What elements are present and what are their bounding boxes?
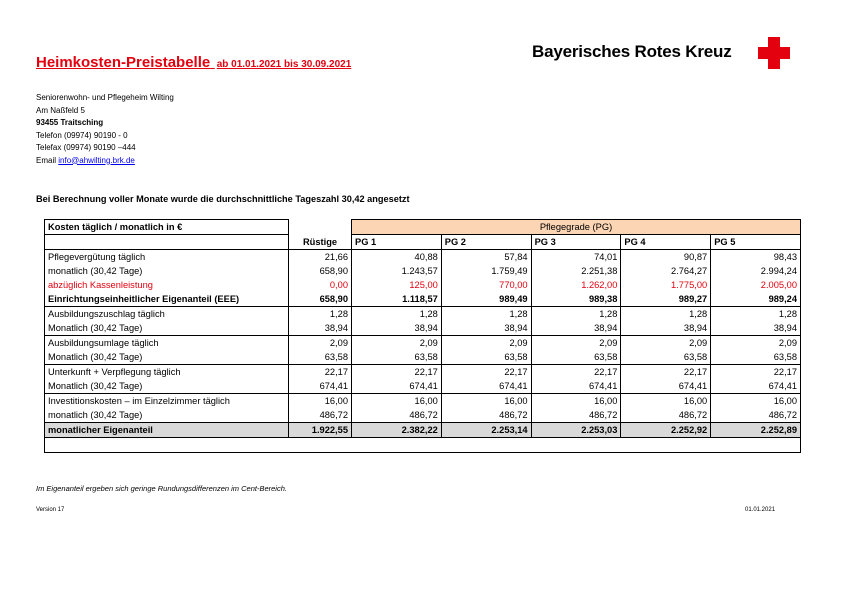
header-spacer xyxy=(289,220,352,235)
table-row xyxy=(45,278,801,292)
table-row xyxy=(45,264,801,278)
email-link[interactable]: info@ahwilting.brk.de xyxy=(58,155,135,165)
value-cell: 989,24 xyxy=(711,292,801,307)
value-cell: 674,41 xyxy=(289,379,352,394)
value-cell: 486,72 xyxy=(711,408,801,423)
value-cell: 63,58 xyxy=(531,350,621,365)
document-title xyxy=(36,54,351,72)
row-label: monatlicher Eigenanteil xyxy=(45,423,289,438)
value-cell: 1,28 xyxy=(441,307,531,322)
value-cell: 38,94 xyxy=(441,321,531,336)
value-cell: 57,84 xyxy=(441,250,531,265)
row-label: Pflegevergütung täglich xyxy=(45,250,289,265)
red-cross-icon xyxy=(758,37,790,69)
value-cell: 1.775,00 xyxy=(621,278,711,292)
row-label: abzüglich Kassenleistung xyxy=(45,278,289,292)
logo-text: Bayerisches Rotes Kreuz xyxy=(532,42,732,61)
value-cell: 22,17 xyxy=(711,365,801,380)
row-label: Monatlich (30,42 Tage) xyxy=(45,350,289,365)
value-cell: 16,00 xyxy=(441,394,531,409)
value-cell: 16,00 xyxy=(352,394,442,409)
value-cell: 2,09 xyxy=(289,336,352,351)
value-cell: 486,72 xyxy=(531,408,621,423)
value-cell: 63,58 xyxy=(711,350,801,365)
value-cell: 22,17 xyxy=(289,365,352,380)
value-cell: 486,72 xyxy=(441,408,531,423)
row-label: monatlich (30,42 Tage) xyxy=(45,408,289,423)
value-cell: 63,58 xyxy=(621,350,711,365)
title-main: Heimkosten-Preistabelle xyxy=(36,54,211,71)
table-row xyxy=(45,350,801,365)
value-cell: 2.252,92 xyxy=(621,423,711,438)
title-validity-period: ab 01.01.2021 bis 30.09.2021 xyxy=(216,59,352,70)
value-cell: 2,09 xyxy=(441,336,531,351)
value-cell: 38,94 xyxy=(531,321,621,336)
value-cell: 2,09 xyxy=(531,336,621,351)
value-cell: 2,09 xyxy=(352,336,442,351)
table-row xyxy=(45,307,801,322)
column-header-row xyxy=(45,235,801,250)
table-header-row xyxy=(45,220,801,235)
value-cell: 1.922,55 xyxy=(289,423,352,438)
value-cell: 22,17 xyxy=(531,365,621,380)
table-row xyxy=(45,394,801,409)
table-row xyxy=(45,379,801,394)
value-cell: 63,58 xyxy=(289,350,352,365)
row-label: Ausbildungszuschlag täglich xyxy=(45,307,289,322)
table-row xyxy=(45,292,801,307)
column-header-pg4: PG 4 xyxy=(621,235,711,250)
value-cell: 674,41 xyxy=(441,379,531,394)
document-date: 01.01.2021 xyxy=(745,507,776,513)
row-label: Unterkunft + Verpflegung täglich xyxy=(45,365,289,380)
column-header-pg5: PG 5 xyxy=(711,235,801,250)
row-label: Ausbildungsumlage täglich xyxy=(45,336,289,351)
row-label: Investitionskosten – im Einzelzimmer täglich xyxy=(45,394,289,409)
value-cell: 40,88 xyxy=(352,250,442,265)
facility-name: Seniorenwohn- und Pflegeheim Wilting xyxy=(36,93,174,102)
value-cell: 16,00 xyxy=(711,394,801,409)
value-cell: 2.764,27 xyxy=(621,264,711,278)
phone: Telefon (09974) 90190 - 0 xyxy=(36,130,128,140)
value-cell: 1.262,00 xyxy=(531,278,621,292)
care-grade-group-header: Pflegegrade (PG) xyxy=(352,220,801,235)
price-table xyxy=(44,219,801,453)
value-cell: 16,00 xyxy=(621,394,711,409)
value-cell: 989,49 xyxy=(441,292,531,307)
value-cell: 22,17 xyxy=(352,365,442,380)
row-label: Monatlich (30,42 Tage) xyxy=(45,379,289,394)
fax: Telefax (09974) 90190 –444 xyxy=(36,143,136,152)
value-cell: 486,72 xyxy=(289,408,352,423)
row-label: Monatlich (30,42 Tage) xyxy=(45,321,289,336)
blank-cell xyxy=(45,438,801,453)
column-header-pg1: PG 1 xyxy=(352,235,442,250)
column-header-pg3: PG 3 xyxy=(531,235,621,250)
value-cell: 1.759,49 xyxy=(441,264,531,278)
value-cell: 2,09 xyxy=(711,336,801,351)
value-cell: 2.382,22 xyxy=(352,423,442,438)
value-cell: 658,90 xyxy=(289,264,352,278)
value-cell: 63,58 xyxy=(441,350,531,365)
table-row xyxy=(45,250,801,265)
value-cell: 1,28 xyxy=(289,307,352,322)
value-cell: 1,28 xyxy=(352,307,442,322)
value-cell: 486,72 xyxy=(352,408,442,423)
value-cell: 1,28 xyxy=(531,307,621,322)
value-cell: 38,94 xyxy=(711,321,801,336)
version-label: Version 17 xyxy=(36,507,65,513)
value-cell: 2.251,38 xyxy=(531,264,621,278)
value-cell: 74,01 xyxy=(531,250,621,265)
value-cell: 674,41 xyxy=(352,379,442,394)
total-row xyxy=(45,423,801,438)
value-cell: 674,41 xyxy=(711,379,801,394)
value-cell: 22,17 xyxy=(621,365,711,380)
value-cell: 38,94 xyxy=(352,321,442,336)
row-label: monatlich (30,42 Tage) xyxy=(45,264,289,278)
value-cell: 674,41 xyxy=(621,379,711,394)
table-row xyxy=(45,408,801,423)
value-cell: 2.253,14 xyxy=(441,423,531,438)
value-cell: 2.252,89 xyxy=(711,423,801,438)
email-label: Email xyxy=(36,155,57,165)
table-header-label: Kosten täglich / monatlich in € xyxy=(45,220,289,235)
table-row xyxy=(45,321,801,336)
table-body xyxy=(45,250,801,453)
value-cell: 125,00 xyxy=(352,278,442,292)
value-cell: 2.005,00 xyxy=(711,278,801,292)
value-cell: 16,00 xyxy=(531,394,621,409)
value-cell: 2.994,24 xyxy=(711,264,801,278)
city: 93455 Traitsching xyxy=(36,118,104,127)
value-cell: 770,00 xyxy=(441,278,531,292)
table-row xyxy=(45,365,801,380)
value-cell: 38,94 xyxy=(621,321,711,336)
value-cell: 674,41 xyxy=(531,379,621,394)
value-cell: 98,43 xyxy=(711,250,801,265)
value-cell: 1.118,57 xyxy=(352,292,442,307)
value-cell: 90,87 xyxy=(621,250,711,265)
value-cell: 0,00 xyxy=(289,278,352,292)
value-cell: 63,58 xyxy=(352,350,442,365)
row-label: Einrichtungseinheitlicher Eigenanteil (EEE) xyxy=(45,292,289,307)
rounding-footnote: Im Eigenanteil ergeben sich geringe Rundungsdifferenzen im Cent-Bereich. xyxy=(36,484,287,493)
column-header-ruestige: Rüstige xyxy=(289,235,352,250)
value-cell: 1.243,57 xyxy=(352,264,442,278)
value-cell: 16,00 xyxy=(289,394,352,409)
value-cell: 989,38 xyxy=(531,292,621,307)
column-header-pg2: PG 2 xyxy=(441,235,531,250)
value-cell: 22,17 xyxy=(441,365,531,380)
column-header-empty xyxy=(45,235,289,250)
email-line xyxy=(36,155,174,168)
value-cell: 2.253,03 xyxy=(531,423,621,438)
value-cell: 989,27 xyxy=(621,292,711,307)
value-cell: 1,28 xyxy=(711,307,801,322)
value-cell: 2,09 xyxy=(621,336,711,351)
value-cell: 486,72 xyxy=(621,408,711,423)
table-row xyxy=(45,336,801,351)
value-cell: 658,90 xyxy=(289,292,352,307)
address-block xyxy=(36,92,174,167)
calculation-note: Bei Berechnung voller Monate wurde die durchschnittliche Tageszahl 30,42 angesetzt xyxy=(36,194,410,204)
value-cell: 1,28 xyxy=(621,307,711,322)
table-blank-row xyxy=(45,438,801,453)
value-cell: 38,94 xyxy=(289,321,352,336)
street: Am Naßfeld 5 xyxy=(36,105,85,115)
value-cell: 21,66 xyxy=(289,250,352,265)
